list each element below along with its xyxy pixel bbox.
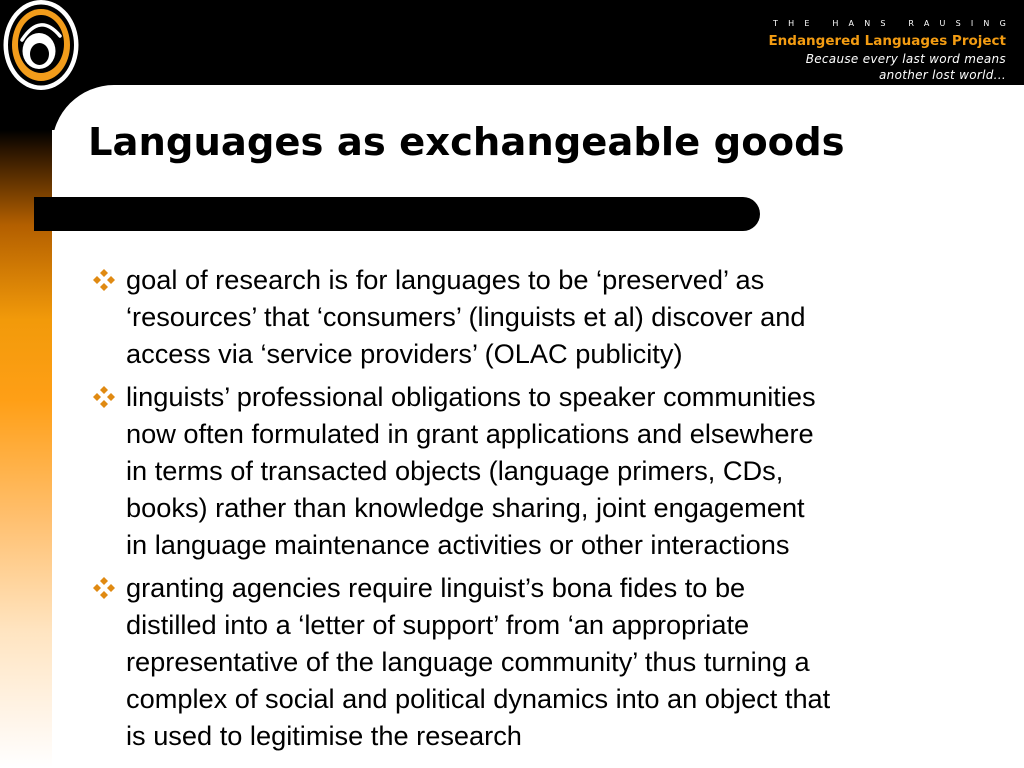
brand-block xyxy=(768,18,1016,83)
diamond-bullet-icon xyxy=(91,575,117,601)
brand-tagline-line-2: another lost world... xyxy=(879,68,1006,82)
bullet-line: granting agencies require linguist’s bona fides to be xyxy=(126,571,746,603)
brand-small-caption: THE HANS RAUSING xyxy=(773,19,1016,28)
bullet-line: in language maintenance activities or other interactions xyxy=(126,529,790,561)
brand-tagline-line-1: Because every last word means xyxy=(805,52,1006,66)
slide-title: Languages as exchangeable goods xyxy=(88,120,845,165)
bullet-line: linguists’ professional obligations to speaker communities xyxy=(126,380,816,412)
diamond-bullet-icon xyxy=(91,384,117,410)
bullet-item-3 xyxy=(91,569,1019,755)
bullet-line: is used to legitimise the research xyxy=(126,720,522,752)
bullet-item-2 xyxy=(91,378,1019,564)
elp-logo-icon xyxy=(0,0,84,98)
bullet-line: in terms of transacted objects (language primers, CDs, xyxy=(126,455,784,487)
bullet-line: complex of social and political dynamics into an object that xyxy=(126,683,831,715)
bullet-item-1 xyxy=(91,261,1019,373)
title-underline-bar xyxy=(34,197,760,231)
bullet-line: now often formulated in grant applications and elsewhere xyxy=(126,417,814,449)
bullet-list xyxy=(91,261,1019,760)
bullet-line: distilled into a ‘letter of support’ from ‘an appropriate xyxy=(126,608,750,640)
brand-name: Endangered Languages Project xyxy=(768,33,1006,49)
bullet-line: ‘resources’ that ‘consumers’ (linguists et al) discover and xyxy=(126,301,806,333)
bullet-line: books) rather than knowledge sharing, joint engagement xyxy=(126,492,805,524)
bullet-line: goal of research is for languages to be ‘preserved’ as xyxy=(126,264,765,295)
bullet-line: representative of the language community’ thus turning a xyxy=(126,646,810,678)
diamond-bullet-icon xyxy=(91,267,117,293)
bullet-line: access via ‘service providers’ (OLAC publicity) xyxy=(126,338,683,370)
